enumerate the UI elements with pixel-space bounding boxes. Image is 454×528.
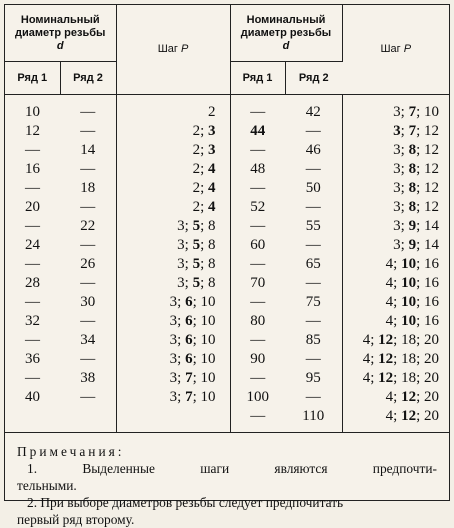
pitch-cell: [116, 198, 230, 217]
preferred-pitch: 3: [208, 123, 216, 139]
pitch-text: ; 8: [200, 256, 216, 272]
preferred-pitch: 12: [401, 408, 417, 424]
diameter-row2: 85: [285, 331, 342, 350]
pitch-text: ; 16: [416, 294, 439, 310]
pitch-text: 3;: [393, 104, 409, 120]
nominal-diameter-label: Номинальный диаметр резьбы: [15, 13, 106, 39]
diameter-row2: —: [285, 198, 342, 217]
pitch-text: 4;: [385, 256, 402, 272]
preferred-pitch: 10: [401, 275, 417, 291]
pitch-text: 2;: [192, 123, 208, 139]
preferred-pitch: 7: [408, 123, 417, 139]
diameter-row2: —: [60, 388, 116, 407]
pitch-text: 3;: [169, 313, 186, 329]
pitch-cell: [116, 350, 230, 369]
diameter-row1: 10: [25, 104, 40, 120]
pitch-text: 3;: [169, 294, 186, 310]
diameter-row2: 55: [285, 217, 342, 236]
preferred-pitch: 4: [208, 199, 216, 215]
row2-header-right: Ряд 2: [285, 62, 342, 95]
diameter-row1: 12: [25, 123, 40, 139]
preferred-pitch: 7: [185, 389, 193, 405]
pitch-cell: [116, 369, 230, 388]
diameter-row1: 60: [250, 237, 266, 253]
note-1-cont: тельными.: [17, 478, 77, 493]
pitch-text: ; 14: [416, 218, 439, 234]
diameter-row2: 30: [60, 293, 116, 312]
table-row: [5, 274, 449, 293]
diameter-row1: —: [25, 370, 40, 386]
diameter-row2: —: [60, 350, 116, 369]
diameter-row2: —: [285, 312, 342, 331]
preferred-pitch: 6: [185, 332, 193, 348]
p-symbol: P: [180, 43, 189, 55]
pitch-cell: [116, 312, 230, 331]
preferred-pitch: 8: [408, 142, 417, 158]
diameter-row1: 24: [25, 237, 40, 253]
pitch-cell: [116, 388, 230, 407]
preferred-pitch: 5: [192, 256, 201, 272]
table-row: [5, 198, 449, 217]
diameter-row2: 110: [285, 407, 342, 432]
diameter-row1: —: [25, 332, 40, 348]
pitch-text: 3;: [393, 142, 409, 158]
pitch-text: ; 10: [192, 351, 216, 367]
preferred-pitch: 12: [401, 389, 417, 405]
table-row: [5, 236, 449, 255]
diameter-row2: —: [60, 312, 116, 331]
diameter-row2: —: [60, 122, 116, 141]
pitch-cell: [116, 407, 230, 432]
pitch-cell: [342, 350, 449, 369]
table-row: [5, 141, 449, 160]
diameter-row2: 38: [60, 369, 116, 388]
diameter-row2: —: [285, 388, 342, 407]
diameter-row2: —: [60, 274, 116, 293]
pitch-text: ; 14: [416, 237, 439, 253]
preferred-pitch: 8: [408, 161, 417, 177]
preferred-pitch: 8: [408, 180, 417, 196]
diameter-row2: 50: [285, 179, 342, 198]
diameter-row2: 42: [285, 95, 342, 123]
diameter-row2: —: [285, 160, 342, 179]
pitch-text: 3;: [393, 161, 409, 177]
diameter-row1: 52: [250, 199, 266, 215]
pitch-text: 3;: [393, 180, 409, 196]
pitch-text: 3;: [169, 389, 186, 405]
pitch-text: 2;: [192, 199, 208, 215]
pitch-cell: [342, 293, 449, 312]
pitch-text: 3;: [177, 275, 193, 291]
diameter-row1: —: [250, 142, 266, 158]
pitch-cell: [342, 388, 449, 407]
pitch-text: ; 18; 20: [393, 351, 439, 367]
table-row: [5, 369, 449, 388]
pitch-cell: [342, 179, 449, 198]
diameter-row2: 26: [60, 255, 116, 274]
pitch-text: 4;: [362, 332, 379, 348]
pitch-text: ; 20: [416, 389, 439, 405]
pitch-text: 4;: [385, 294, 402, 310]
preferred-pitch: 5: [192, 218, 201, 234]
pitch-text: ; 12: [416, 161, 439, 177]
pitch-cell: [116, 217, 230, 236]
table-row: [5, 388, 449, 407]
table-row: [5, 122, 449, 141]
diameter-row2: 75: [285, 293, 342, 312]
table-row: [5, 407, 449, 432]
pitch-cell: [342, 369, 449, 388]
diameter-row1: 70: [250, 275, 266, 291]
p-symbol: P: [403, 43, 412, 55]
pitch-text: 3;: [169, 351, 186, 367]
pitch-cell: [116, 141, 230, 160]
pitch-cell: [116, 95, 230, 123]
pitch-cell: [116, 293, 230, 312]
preferred-pitch: 12: [378, 332, 394, 348]
diameter-row1: —: [25, 218, 40, 234]
pitch-text: 2;: [192, 142, 208, 158]
diameter-row1: 90: [250, 351, 266, 367]
pitch-text: 4;: [362, 370, 379, 386]
diameter-row1: —: [250, 180, 266, 196]
pitch-text: ; 10: [192, 332, 216, 348]
notes-title: Примечания:: [17, 444, 125, 459]
pitch-cell: [116, 179, 230, 198]
pitch-text: 3;: [393, 199, 409, 215]
diameter-row2: —: [60, 236, 116, 255]
pitch-cell: [116, 236, 230, 255]
pitch-cell: [342, 122, 449, 141]
diameter-row1: [5, 407, 60, 432]
preferred-pitch: 6: [185, 294, 193, 310]
thread-pitch-table: [5, 5, 449, 432]
diameter-row2: [60, 407, 116, 432]
preferred-pitch: 6: [185, 313, 193, 329]
pitch-cell: [342, 160, 449, 179]
preferred-pitch: 12: [378, 370, 394, 386]
nominal-diameter-header-right: [230, 5, 342, 62]
preferred-pitch: 9: [408, 218, 417, 234]
pitch-text: ; 12: [416, 123, 439, 139]
table-row: [5, 350, 449, 369]
note-2-cont: первый ряд второму.: [17, 512, 135, 527]
diameter-row2: —: [285, 350, 342, 369]
diameter-row1: —: [250, 408, 266, 424]
pitch-cell: [342, 141, 449, 160]
table-row: [5, 312, 449, 331]
diameter-row2: —: [60, 198, 116, 217]
diameter-row2: 22: [60, 217, 116, 236]
pitch-text: ; 10: [192, 294, 216, 310]
note-2: 2. При выборе диаметров резьбы следует предпочитать: [27, 495, 344, 510]
pitch-text: ; 10: [192, 370, 216, 386]
diameter-row1: —: [250, 104, 266, 120]
pitch-text: ; 12: [416, 142, 439, 158]
pitch-text: ; 18; 20: [393, 370, 439, 386]
diameter-row2: —: [60, 95, 116, 123]
pitch-cell: [342, 217, 449, 236]
pitch-cell: [116, 274, 230, 293]
pitch-cell: [342, 407, 449, 432]
diameter-row2: 18: [60, 179, 116, 198]
pitch-cell: [342, 236, 449, 255]
pitch-text: 2;: [192, 180, 208, 196]
preferred-pitch: 4: [208, 180, 216, 196]
pitch-text: ; 16: [416, 275, 439, 291]
thread-table-page: [4, 4, 450, 527]
diameter-row1: 100: [246, 389, 269, 405]
table-row: [5, 95, 449, 123]
nominal-diameter-label: Номинальный диаметр резьбы: [240, 13, 332, 39]
diameter-row1: 16: [25, 161, 40, 177]
pitch-text: 3;: [393, 218, 409, 234]
pitch-cell: [342, 331, 449, 350]
row1-header-left: Ряд 1: [5, 62, 60, 95]
diameter-row1: —: [250, 218, 266, 234]
pitch-cell: [342, 255, 449, 274]
preferred-pitch: 5: [192, 237, 201, 253]
diameter-row2: —: [285, 122, 342, 141]
d-symbol: d: [56, 39, 64, 52]
diameter-row1: —: [250, 294, 266, 310]
diameter-row1: 48: [250, 161, 266, 177]
preferred-pitch: 4: [208, 161, 216, 177]
diameter-row1: 40: [25, 389, 40, 405]
pitch-text: 3;: [393, 237, 409, 253]
pitch-text: 2: [208, 104, 216, 120]
diameter-row2: 34: [60, 331, 116, 350]
pitch-cell: [342, 312, 449, 331]
pitch-text: 4;: [362, 351, 379, 367]
table-row: [5, 331, 449, 350]
preferred-pitch: 5: [192, 275, 201, 291]
diameter-row2: 14: [60, 141, 116, 160]
diameter-row1: 32: [25, 313, 40, 329]
diameter-row1: 36: [25, 351, 40, 367]
diameter-row1: 20: [25, 199, 40, 215]
diameter-row1: 44: [250, 123, 266, 139]
table-body: [5, 95, 449, 433]
preferred-pitch: 10: [401, 294, 417, 310]
preferred-pitch: 10: [401, 313, 417, 329]
diameter-row2: —: [285, 236, 342, 255]
table-row: [5, 293, 449, 312]
pitch-text: ; 8: [200, 237, 216, 253]
d-symbol: d: [282, 39, 290, 52]
pitch-header-right: [342, 5, 449, 95]
preferred-pitch: 7: [408, 104, 417, 120]
diameter-row1: 80: [250, 313, 266, 329]
pitch-cell: [342, 274, 449, 293]
pitch-text: ; 12: [416, 199, 439, 215]
diameter-row2: 95: [285, 369, 342, 388]
diameter-row1: —: [250, 370, 266, 386]
pitch-text: ; 10: [192, 313, 216, 329]
diameter-row1: —: [250, 256, 266, 272]
pitch-text: 3;: [177, 256, 193, 272]
pitch-label: Шаг: [380, 43, 401, 55]
diameter-row1: —: [250, 332, 266, 348]
diameter-row2: —: [285, 274, 342, 293]
pitch-header-left: [116, 5, 230, 95]
diameter-row1: —: [25, 180, 40, 196]
preferred-pitch: 6: [185, 351, 193, 367]
diameter-row2: 46: [285, 141, 342, 160]
table-row: [5, 255, 449, 274]
pitch-cell: [116, 122, 230, 141]
pitch-text: 3;: [177, 218, 193, 234]
pitch-cell: [342, 198, 449, 217]
pitch-cell: [116, 160, 230, 179]
pitch-text: ; 12: [416, 180, 439, 196]
pitch-text: ; 10: [416, 104, 439, 120]
row2-header-left: Ряд 2: [60, 62, 116, 95]
preferred-pitch: 3: [393, 123, 401, 139]
pitch-text: 2;: [192, 161, 208, 177]
pitch-text: ; 10: [192, 389, 216, 405]
diameter-row2: —: [60, 160, 116, 179]
diameter-row1: —: [25, 256, 40, 272]
table-row: [5, 160, 449, 179]
preferred-pitch: 9: [408, 237, 417, 253]
row1-header-right: Ряд 1: [230, 62, 285, 95]
pitch-cell: [116, 331, 230, 350]
preferred-pitch: 12: [378, 351, 394, 367]
pitch-text: ; 18; 20: [393, 332, 439, 348]
table-row: [5, 217, 449, 236]
pitch-text: ; 8: [200, 275, 216, 291]
pitch-text: ; 20: [416, 408, 439, 424]
pitch-text: 4;: [385, 408, 402, 424]
diameter-row1: —: [25, 294, 40, 310]
diameter-row1: —: [25, 142, 40, 158]
table-row: [5, 179, 449, 198]
pitch-text: ; 16: [416, 313, 439, 329]
preferred-pitch: 8: [408, 199, 417, 215]
diameter-row2: 65: [285, 255, 342, 274]
pitch-text: 4;: [385, 313, 402, 329]
pitch-text: ; 16: [416, 256, 439, 272]
pitch-text: ;: [400, 123, 409, 139]
pitch-text: 3;: [169, 332, 186, 348]
notes: [5, 432, 449, 528]
pitch-text: ; 8: [200, 218, 216, 234]
pitch-label: Шаг: [157, 43, 178, 55]
preferred-pitch: 7: [185, 370, 193, 386]
pitch-text: 4;: [385, 275, 402, 291]
preferred-pitch: 3: [208, 142, 216, 158]
pitch-text: 4;: [385, 389, 402, 405]
diameter-row1: 28: [25, 275, 40, 291]
pitch-cell: [342, 95, 449, 123]
note-1: 1. Выделенные шаги являются предпочти-: [27, 461, 437, 476]
pitch-text: 3;: [177, 237, 193, 253]
pitch-text: 3;: [169, 370, 186, 386]
preferred-pitch: 10: [401, 256, 417, 272]
pitch-cell: [116, 255, 230, 274]
nominal-diameter-header-left: [5, 5, 116, 62]
